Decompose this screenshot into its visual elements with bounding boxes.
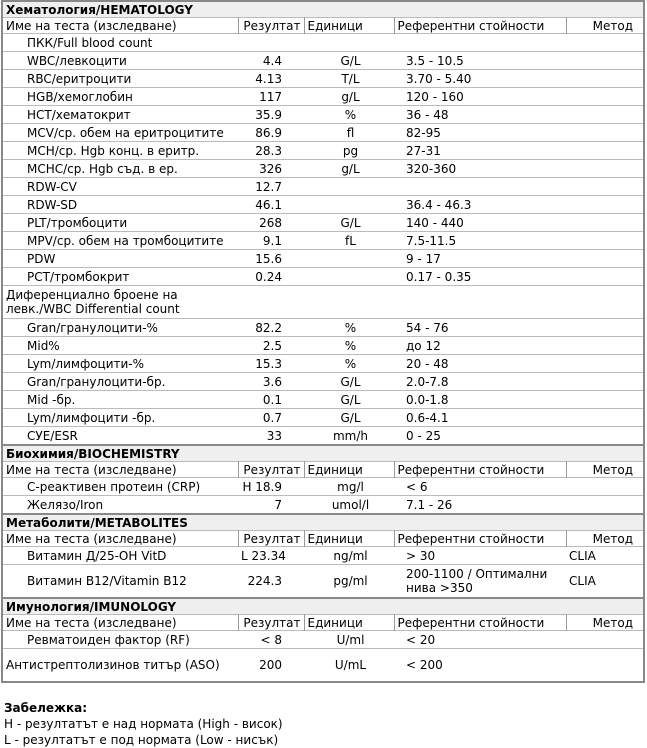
test-result: 0.7 [238, 409, 304, 427]
test-method [566, 427, 644, 446]
table-row [2, 373, 644, 391]
test-result: 200 [238, 649, 304, 683]
test-method [566, 496, 644, 515]
column-header-units: Единици [304, 462, 394, 478]
test-method: CLIA [566, 547, 644, 565]
test-name: Lym/лимфоцити -бр. [2, 409, 238, 427]
test-units: % [304, 106, 394, 124]
column-header-result: Резултат [238, 531, 304, 547]
test-result: 326 [238, 160, 304, 178]
test-name: MCHC/ср. Hgb съд. в ер. [2, 160, 238, 178]
test-method [566, 70, 644, 88]
table-row [2, 496, 644, 515]
test-units [304, 196, 394, 214]
test-reference: 27-31 [394, 142, 566, 160]
test-name: WBC/левкоцити [2, 52, 238, 70]
column-header-method: Метод [566, 531, 644, 547]
test-method [566, 478, 644, 496]
test-name: С-реактивен протеин (CRP) [2, 478, 238, 496]
test-reference: < 20 [394, 631, 566, 649]
test-name: PCT/тромбокрит [2, 268, 238, 286]
test-units [304, 268, 394, 286]
test-method [566, 649, 644, 683]
test-method [566, 52, 644, 70]
table-row [2, 232, 644, 250]
test-reference: 3.70 - 5.40 [394, 70, 566, 88]
test-reference: 0 - 25 [394, 427, 566, 446]
note-line-low: L - резултатът е под нормата (Low - нисък) [4, 733, 279, 747]
test-reference: < 200 [394, 649, 566, 683]
test-method [566, 214, 644, 232]
test-name: Витамин Д/25-OH VitD [2, 547, 238, 565]
column-header-name: Име на теста (изследване) [2, 462, 238, 478]
test-method [566, 250, 644, 268]
table-row [2, 70, 644, 88]
test-method [566, 337, 644, 355]
column-header-ref: Референтни стойности [394, 531, 566, 547]
test-method [566, 160, 644, 178]
table-row [2, 286, 644, 319]
test-name: ПКК/Full blood count [2, 34, 238, 52]
test-units: G/L [304, 391, 394, 409]
test-result: 86.9 [238, 124, 304, 142]
test-units: mg/l [304, 478, 394, 496]
test-units: ng/ml [304, 547, 394, 565]
results-table [1, 0, 645, 683]
table-row [2, 391, 644, 409]
test-units: fl [304, 124, 394, 142]
table-row [2, 355, 644, 373]
test-reference [394, 286, 566, 319]
test-name: HCT/хематокрит [2, 106, 238, 124]
column-header-ref: Референтни стойности [394, 615, 566, 631]
column-header-result: Резултат [238, 615, 304, 631]
table-row [2, 319, 644, 337]
test-name: HGB/хемоглобин [2, 88, 238, 106]
test-method [566, 409, 644, 427]
test-result: 82.2 [238, 319, 304, 337]
column-header-units: Единици [304, 531, 394, 547]
test-result: 33 [238, 427, 304, 446]
test-method [566, 319, 644, 337]
test-result: 9.1 [238, 232, 304, 250]
test-reference: > 30 [394, 547, 566, 565]
test-name: MCV/ср. обем на еритроцитите [2, 124, 238, 142]
test-reference: 20 - 48 [394, 355, 566, 373]
table-row [2, 142, 644, 160]
test-result: 2.5 [238, 337, 304, 355]
test-units: G/L [304, 52, 394, 70]
test-units: G/L [304, 373, 394, 391]
test-name: Диференциално броене на левк./WBC Differential count [2, 286, 238, 319]
test-method [566, 88, 644, 106]
test-units [304, 34, 394, 52]
test-reference: 0.0-1.8 [394, 391, 566, 409]
test-method [566, 196, 644, 214]
test-units: pg/ml [304, 565, 394, 599]
test-name: Витамин B12/Vitamin B12 [2, 565, 238, 599]
test-units: % [304, 355, 394, 373]
test-units: U/ml [304, 631, 394, 649]
note-line-high: H - резултатът е над нормата (High - висок) [4, 717, 283, 731]
section-title: Имунология/IMUNOLOGY [2, 598, 644, 615]
test-method [566, 106, 644, 124]
test-method: CLIA [566, 565, 644, 599]
test-name: MPV/ср. обем на тромбоцитите [2, 232, 238, 250]
section-header [2, 514, 644, 531]
test-units: umol/l [304, 496, 394, 515]
column-header-units: Единици [304, 18, 394, 34]
column-header-row [2, 615, 644, 631]
test-name: Gran/гранулоцити-бр. [2, 373, 238, 391]
test-name: PLT/тромбоцити [2, 214, 238, 232]
section-title: Биохимия/BIOCHEMISTRY [2, 445, 644, 462]
table-row [2, 268, 644, 286]
lab-results [1, 0, 643, 683]
test-result: 12.7 [238, 178, 304, 196]
test-name: RDW-CV [2, 178, 238, 196]
test-result: 117 [238, 88, 304, 106]
test-units [304, 286, 394, 319]
column-header-ref: Референтни стойности [394, 462, 566, 478]
test-reference: 3.5 - 10.5 [394, 52, 566, 70]
table-row [2, 427, 644, 446]
test-reference: 7.5-11.5 [394, 232, 566, 250]
column-header-ref: Референтни стойности [394, 18, 566, 34]
section-header [2, 445, 644, 462]
test-method [566, 373, 644, 391]
note [4, 700, 283, 748]
column-header-name: Име на теста (изследване) [2, 615, 238, 631]
test-method [566, 34, 644, 52]
test-method [566, 142, 644, 160]
table-row [2, 34, 644, 52]
test-units: fL [304, 232, 394, 250]
test-method [566, 268, 644, 286]
column-header-result: Резултат [238, 462, 304, 478]
test-name: Mid% [2, 337, 238, 355]
test-name: RBC/еритроцити [2, 70, 238, 88]
test-name: PDW [2, 250, 238, 268]
test-reference: 36 - 48 [394, 106, 566, 124]
table-row [2, 547, 644, 565]
test-reference [394, 34, 566, 52]
note-title: Забележка: [4, 701, 88, 715]
table-row [2, 631, 644, 649]
table-row [2, 250, 644, 268]
test-name: RDW-SD [2, 196, 238, 214]
test-units [304, 250, 394, 268]
test-method [566, 355, 644, 373]
test-reference: < 6 [394, 478, 566, 496]
test-method [566, 391, 644, 409]
test-result [238, 34, 304, 52]
table-row [2, 52, 644, 70]
test-result: 35.9 [238, 106, 304, 124]
test-units: U/mL [304, 649, 394, 683]
test-units: g/L [304, 88, 394, 106]
section-title: Метаболити/METABOLITES [2, 514, 644, 531]
test-result: 3.6 [238, 373, 304, 391]
test-name: Mid -бр. [2, 391, 238, 409]
test-units: % [304, 337, 394, 355]
test-units: T/L [304, 70, 394, 88]
column-header-method: Метод [566, 615, 644, 631]
test-result: 4.4 [238, 52, 304, 70]
test-result: 268 [238, 214, 304, 232]
table-row [2, 106, 644, 124]
test-result: 224.3 [238, 565, 304, 599]
test-units: pg [304, 142, 394, 160]
test-reference: до 12 [394, 337, 566, 355]
test-reference: 320-360 [394, 160, 566, 178]
test-name: Lym/лимфоцити-% [2, 355, 238, 373]
test-result: L 23.34 [238, 547, 304, 565]
test-reference: 9 - 17 [394, 250, 566, 268]
test-units: G/L [304, 214, 394, 232]
test-method [566, 631, 644, 649]
test-name: СУЕ/ESR [2, 427, 238, 446]
test-result: 15.6 [238, 250, 304, 268]
table-row [2, 409, 644, 427]
test-result: 7 [238, 496, 304, 515]
test-reference: 120 - 160 [394, 88, 566, 106]
test-reference: 2.0-7.8 [394, 373, 566, 391]
test-result: H 18.9 [238, 478, 304, 496]
column-header-row [2, 531, 644, 547]
test-name: Ревматоиден фактор (RF) [2, 631, 238, 649]
table-row [2, 124, 644, 142]
test-reference: 0.6-4.1 [394, 409, 566, 427]
test-name: Желязо/Iron [2, 496, 238, 515]
test-name: Антистрептолизинов титър (ASO) [2, 649, 238, 683]
test-units [304, 178, 394, 196]
test-units: G/L [304, 409, 394, 427]
test-reference: 140 - 440 [394, 214, 566, 232]
column-header-name: Име на теста (изследване) [2, 531, 238, 547]
test-reference: 7.1 - 26 [394, 496, 566, 515]
table-row [2, 337, 644, 355]
section-header [2, 598, 644, 615]
column-header-method: Метод [566, 462, 644, 478]
column-header-units: Единици [304, 615, 394, 631]
column-header-row [2, 18, 644, 34]
table-row [2, 214, 644, 232]
test-method [566, 286, 644, 319]
column-header-result: Резултат [238, 18, 304, 34]
table-row [2, 565, 644, 599]
test-reference: 36.4 - 46.3 [394, 196, 566, 214]
table-row [2, 478, 644, 496]
column-header-row [2, 462, 644, 478]
test-result: 0.24 [238, 268, 304, 286]
column-header-name: Име на теста (изследване) [2, 18, 238, 34]
test-name: Gran/гранулоцити-% [2, 319, 238, 337]
table-row [2, 88, 644, 106]
section-title: Хематология/HEMATOLOGY [2, 1, 644, 18]
test-result [238, 286, 304, 319]
column-header-method: Метод [566, 18, 644, 34]
test-reference: 0.17 - 0.35 [394, 268, 566, 286]
test-reference [394, 178, 566, 196]
test-method [566, 178, 644, 196]
test-method [566, 124, 644, 142]
test-result: 0.1 [238, 391, 304, 409]
test-reference: 200-1100 / Оптимални нива >350 [394, 565, 566, 599]
test-result: < 8 [238, 631, 304, 649]
test-name: MCH/ср. Hgb конц. в еритр. [2, 142, 238, 160]
section-header [2, 1, 644, 18]
test-result: 4.13 [238, 70, 304, 88]
table-row [2, 649, 644, 683]
test-units: g/L [304, 160, 394, 178]
table-row [2, 196, 644, 214]
test-units: mm/h [304, 427, 394, 446]
test-result: 28.3 [238, 142, 304, 160]
table-row [2, 160, 644, 178]
test-result: 15.3 [238, 355, 304, 373]
test-reference: 54 - 76 [394, 319, 566, 337]
table-row [2, 178, 644, 196]
test-units: % [304, 319, 394, 337]
test-reference: 82-95 [394, 124, 566, 142]
test-method [566, 232, 644, 250]
test-result: 46.1 [238, 196, 304, 214]
